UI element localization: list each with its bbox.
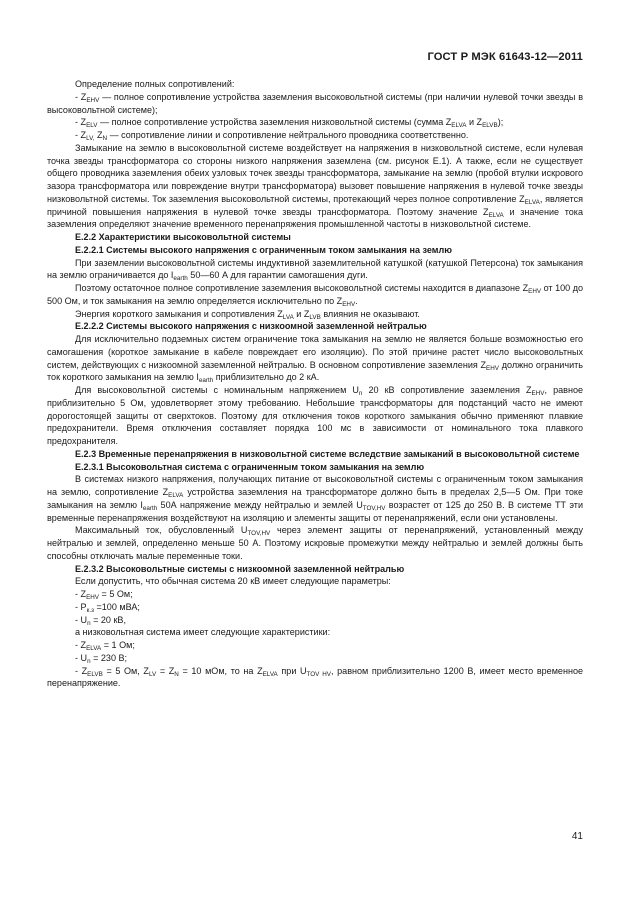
definition-item <box>47 91 583 117</box>
text-run: — сопротивление линии и сопротивление нейтрального проводника соответственно. <box>107 130 469 140</box>
subscript: TOV,HV <box>247 530 271 538</box>
text-run: = 5 Ом, Z <box>102 665 149 676</box>
page-number: 41 <box>571 831 583 842</box>
subscript: TOV,HV <box>362 504 386 512</box>
definition-item <box>47 129 583 142</box>
text-run: , является причиной повышения напряжения в нулевой точке звезды трансформатора. Поэтому значение Z <box>47 193 583 217</box>
subscript: N <box>174 670 179 678</box>
subsection-heading: Е.2.3.2 Высоковольтные системы с низкоомной заземленной нейтралью <box>75 563 405 574</box>
text-run: =100 мВА; <box>93 601 140 612</box>
text-run: В системах низкого напряжения, получающих питание от высоковольтной системы с ограниченным током замыкания на землю, сопротивление Z <box>47 474 583 497</box>
text-run: Для исключительно подземных систем ограничение тока замыкания на землю не является больше возможностью его самогашения (короткое замыкание в кабеле повреждает его изоляцию). По этой причине растет число высоковольтных систем, действующих с низкоомной заземленной нейтралью. В основном сопротивление заземления Z <box>47 334 583 370</box>
subscript: к.з <box>86 606 94 614</box>
subscript: earth <box>142 504 158 512</box>
text-run: при U <box>277 665 307 676</box>
subscript: LVA <box>282 313 294 321</box>
parameter-item <box>47 639 583 652</box>
text-run: и Z <box>466 117 483 128</box>
subscript: EHV <box>342 300 356 308</box>
paragraph <box>47 333 583 384</box>
text-run: от 100 до 500 Ом, и ток замыкания на землю определяется исключительно по Z <box>47 283 584 306</box>
subsection-heading: Е.2.2.2 Системы высокого напряжения с низкоомной заземленной нейтралью <box>75 321 427 332</box>
text-run: возрастет от 125 до 250 В. В системе ТТ эти временные перенапряжения воздействуют на изоляцию и элементы защиты от перенапряжений, если они установлены. <box>47 499 583 523</box>
subscript: ELVA <box>488 211 504 219</box>
text-run: — полное сопротивление устройства заземления низковольтной системы (сумма Z <box>97 117 452 128</box>
paragraph: а низковольтная система имеет следующие характеристики: <box>75 627 331 638</box>
text-run: Для высоковольтной системы с номинальным напряжением U <box>75 385 359 395</box>
text-run: При заземлении высоковольтной системы индуктивной заземлительной катушкой (катушкой Петерсона) ток замыкания на землю ограничивается до I <box>47 257 583 281</box>
subscript: EHV <box>86 96 100 104</box>
subscript: earth <box>198 377 214 385</box>
text-run: Энергия короткого замыкания и сопротивления Z <box>75 308 283 319</box>
section-heading: Е.2.3 Временные перенапряжения в низковольтной системе вследствие замыканий в высоковольтной системе <box>75 448 580 459</box>
text-run: и значение тока заземления определяют значение временного перенапряжения промышленной частоты в низковольтной системе. <box>47 206 583 230</box>
text-run: Замыкание на землю в высоковольтной системе воздействует на напряжения в низковольтной системе, если нулевая точка звезды трансформатора со стороны низкого напряжения заземлена (см. рисунок Е.1). А также, если не существует общего проводника заземления обеих узловых точек звезды трансформатора, замыкание на землю (пробой втулки искрового зазора трансформатора или повреждение внутри трансформатора) вызовет повышение напряжения в нулевой точке звезды низковольтной системы. Ток заземления высоковольтной системы, протекающий через полное сопротивление Z <box>47 142 583 204</box>
text-run: ); <box>497 117 504 128</box>
text-run: = Z <box>156 665 175 676</box>
text-run: = 230 В; <box>90 652 128 663</box>
document-body <box>47 78 583 690</box>
subscript: LV <box>148 670 157 678</box>
text-run: . <box>355 295 358 306</box>
text-run: - Z <box>75 117 87 128</box>
text-run: Максимальный ток, обусловленный U <box>75 525 248 536</box>
text-run: = 10 мОм, то на Z <box>178 665 263 676</box>
text-run: должно ограничить ток короткого замыкания на землю I <box>47 359 583 383</box>
paragraph <box>47 257 583 283</box>
subscript: EHV <box>486 364 499 372</box>
subscript: n <box>87 619 91 627</box>
subscript: n <box>87 657 91 665</box>
subscript: LV, <box>86 135 95 142</box>
paragraph: Если допустить, что обычная система 20 кВ имеет следующие параметры: <box>75 576 391 587</box>
subscript: N <box>102 135 108 142</box>
subscript: LVB <box>309 313 321 321</box>
text-run: = 20 кВ, <box>90 614 126 625</box>
text-run: , равном приблизительно 1200 В, имеет место временное перенапряжение. <box>47 665 584 689</box>
subscript: n <box>358 390 363 397</box>
definition-item <box>47 116 583 129</box>
paragraph <box>47 282 583 308</box>
subscript: ELVA <box>451 122 467 130</box>
subscript: ELVA <box>86 645 102 652</box>
subscript: EHV <box>528 288 542 295</box>
subscript: earth <box>173 275 188 283</box>
parameter-item <box>47 588 583 601</box>
text-run: приблизительно до 2 кА. <box>213 372 320 383</box>
paragraph <box>47 384 583 448</box>
subscript: TOV HV <box>306 670 331 678</box>
text-run: через элемент защиты от перенапряжений, установленный между нейтралью и землей, определенно меньше 50 А. Поэтому искровые промежутки между нейтралью и землей должны быть способны отключать малые переменные токи. <box>47 525 583 561</box>
text-run: Поэтому остаточное полное сопротивление заземления высоковольтной системы находится в диапазоне Z <box>75 283 529 293</box>
text-run: , равное приблизительно 5 Ом, удовлетворяет этому требованию. Небольшие трансформаторы для подстанций часто не имеют дорогостоящей защиты от сверхтоков. Поэтому для отключения токов короткого замыкания обычно применяют плавкие предохранители. Время отключения составляет порядка 100 мс в зависимости от номинального тока плавкого предохранителя. <box>47 385 584 446</box>
text-run: устройства заземления на трансформаторе должно быть в пределах 2,5—5 Ом. При токе замыкания на землю I <box>47 487 584 510</box>
paragraph-definitions-intro: Определение полных сопротивлений: <box>75 79 235 89</box>
paragraph <box>47 142 583 231</box>
subscript: ELVB <box>87 670 103 678</box>
text-run: - Z <box>75 91 87 102</box>
subsection-heading: Е.2.3.1 Высоковольтная система с ограниченным током замыкания на землю <box>75 461 425 472</box>
text-run: - Z <box>75 589 87 599</box>
text-run: = 1 Ом; <box>101 640 135 650</box>
subscript: ELVB <box>482 122 498 130</box>
text-run: = 5 Ом; <box>99 589 133 599</box>
text-run: — полное сопротивление устройства заземления высоковольтной системы (при наличии нулевой точки звезды в высоковольтной системе); <box>47 91 583 115</box>
parameter-item <box>47 601 583 614</box>
text-run: - Z <box>75 130 87 140</box>
text-run: Z <box>94 130 103 140</box>
text-run: - U <box>75 652 88 663</box>
paragraph <box>47 308 583 321</box>
paragraph <box>47 524 583 562</box>
subscript: EHV <box>531 390 545 397</box>
text-run: 50А напряжение между нейтралью и землей U <box>157 499 363 510</box>
text-run: влияния не оказывают. <box>320 308 420 319</box>
text-run: 20 кВ сопротивление заземления Z <box>362 385 532 395</box>
subscript: ELVA <box>262 670 278 678</box>
subsection-heading: Е.2.2.1 Системы высокого напряжения с ограниченным током замыкания на землю <box>75 244 452 255</box>
subscript: ELVA <box>524 198 540 206</box>
text-run: - U <box>75 614 88 625</box>
text-run: 50—60 А для гарантии самогашения дуги. <box>187 270 368 281</box>
subscript: ELVA <box>168 492 184 499</box>
standard-header: ГОСТ Р МЭК 61643-12—2011 <box>427 51 583 63</box>
section-heading: Е.2.2 Характеристики высоковольтной системы <box>75 232 291 242</box>
parameter-item <box>47 665 583 691</box>
parameter-item <box>47 652 583 665</box>
paragraph <box>47 473 583 524</box>
parameter-item <box>47 614 583 627</box>
text-run: - Z <box>75 665 88 676</box>
text-run: и Z <box>293 308 310 319</box>
subscript: EHV <box>86 594 100 601</box>
subscript: ELV <box>86 122 98 130</box>
text-run: - P <box>75 601 87 612</box>
text-run: - Z <box>75 640 87 650</box>
